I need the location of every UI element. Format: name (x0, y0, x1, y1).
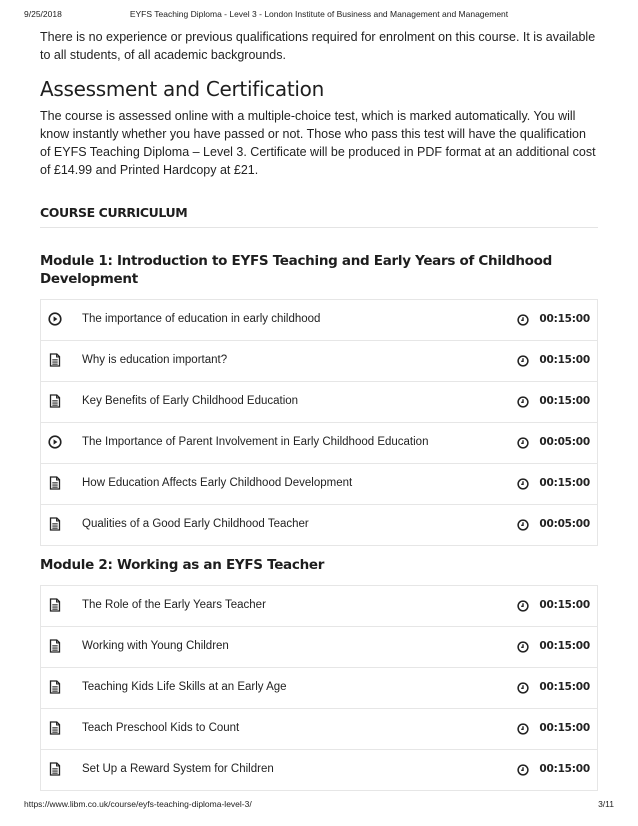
module-2-lessons (40, 585, 598, 791)
clock-icon (517, 599, 529, 611)
lesson-row[interactable] (40, 505, 598, 546)
play-circle-icon (48, 312, 62, 326)
lesson-row[interactable] (40, 586, 598, 627)
lesson-title[interactable]: Working with Young Children (82, 640, 229, 652)
lesson-row[interactable] (40, 750, 598, 791)
lesson-title[interactable]: How Education Affects Early Childhood Development (82, 477, 353, 489)
print-header (24, 9, 614, 19)
lesson-title[interactable]: Key Benefits of Early Childhood Education (82, 395, 299, 407)
print-date: 9/25/2018 (24, 9, 62, 19)
lesson-duration: 00:15:00 (539, 477, 590, 489)
intro-text: There is no experience or previous qualifications required for enrolment on this course. It is available to all students, of all academic backgrounds. (40, 30, 596, 62)
clock-icon (517, 354, 529, 366)
clock-icon (517, 518, 529, 530)
curriculum-heading: COURSE CURRICULUM (40, 205, 598, 228)
lesson-duration: 00:15:00 (539, 763, 590, 775)
page-number: 3/11 (598, 799, 614, 809)
lesson-title[interactable]: Why is education important? (82, 354, 228, 366)
lesson-title[interactable]: Set Up a Reward System for Children (82, 763, 274, 775)
assessment-heading: Assessment and Certification (40, 77, 324, 101)
print-page-title: EYFS Teaching Diploma - Level 3 - London Institute of Business and Management and Management (129, 9, 509, 19)
lesson-row[interactable] (40, 300, 598, 341)
document-icon (48, 476, 62, 490)
document-icon (48, 394, 62, 408)
module-1-lessons (40, 299, 598, 546)
page-content (40, 28, 598, 791)
document-icon (48, 517, 62, 531)
document-icon (48, 721, 62, 735)
clock-icon (517, 640, 529, 652)
clock-icon (517, 395, 529, 407)
lesson-duration: 00:15:00 (539, 313, 590, 325)
lesson-duration: 00:05:00 (539, 518, 590, 530)
document-icon (48, 680, 62, 694)
lesson-duration: 00:15:00 (539, 354, 590, 366)
lesson-duration: 00:15:00 (539, 681, 590, 693)
lesson-row[interactable] (40, 627, 598, 668)
document-icon (48, 639, 62, 653)
lesson-duration: 00:15:00 (539, 640, 590, 652)
play-circle-icon (48, 435, 62, 449)
lesson-title[interactable]: Qualities of a Good Early Childhood Teacher (82, 518, 309, 530)
document-icon (48, 598, 62, 612)
module-1-title: Module 1: Introduction to EYFS Teaching and Early Years of Childhood Development (40, 253, 552, 287)
page-url: https://www.libm.co.uk/course/eyfs-teaching-diploma-level-3/ (24, 799, 252, 809)
assessment-text: The course is assessed online with a multiple-choice test, which is marked automatically. You will know instantly whether you have passed or not. Those who pass this test will have the qualification of EYFS Teaching Diploma – Level 3. Certificate will be produced in PDF format at an additional cost of £14.99 and Printed Hardcopy at £21. (40, 109, 596, 177)
lesson-row[interactable] (40, 423, 598, 464)
print-footer (24, 799, 614, 809)
lesson-row[interactable] (40, 341, 598, 382)
lesson-row[interactable] (40, 668, 598, 709)
lesson-title[interactable]: Teach Preschool Kids to Count (82, 722, 240, 734)
clock-icon (517, 722, 529, 734)
lesson-row[interactable] (40, 464, 598, 505)
lesson-duration: 00:05:00 (539, 436, 590, 448)
lesson-title[interactable]: The importance of education in early childhood (82, 313, 321, 325)
lesson-title[interactable]: The Role of the Early Years Teacher (82, 599, 266, 611)
clock-icon (517, 681, 529, 693)
clock-icon (517, 477, 529, 489)
clock-icon (517, 763, 529, 775)
lesson-title[interactable]: The Importance of Parent Involvement in Early Childhood Education (82, 436, 429, 448)
lesson-duration: 00:15:00 (539, 395, 590, 407)
lesson-row[interactable] (40, 709, 598, 750)
module-2-title: Module 2: Working as an EYFS Teacher (40, 557, 325, 573)
clock-icon (517, 436, 529, 448)
lesson-duration: 00:15:00 (539, 722, 590, 734)
document-icon (48, 353, 62, 367)
document-icon (48, 762, 62, 776)
lesson-duration: 00:15:00 (539, 599, 590, 611)
clock-icon (517, 313, 529, 325)
lesson-row[interactable] (40, 382, 598, 423)
lesson-title[interactable]: Teaching Kids Life Skills at an Early Age (82, 681, 287, 693)
